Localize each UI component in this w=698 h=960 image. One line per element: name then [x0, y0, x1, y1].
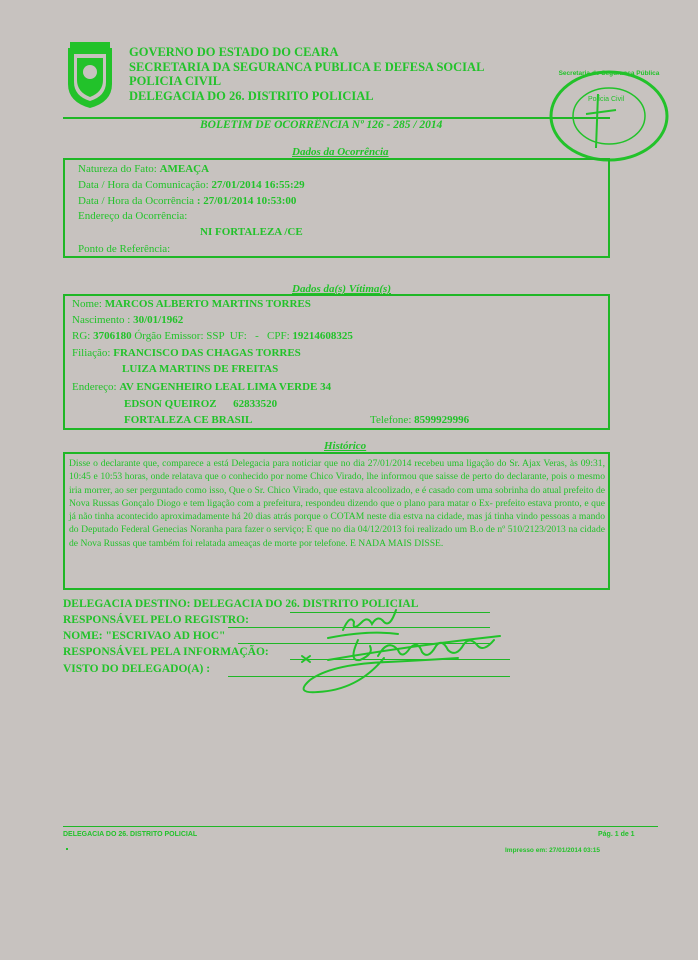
responsavel-registro-label: RESPONSÁVEL PELO REGISTRO:	[63, 614, 249, 626]
delegacia-destino: DELEGACIA DESTINO: DELEGACIA DO 26. DISTRITO POLICIAL	[63, 598, 419, 610]
footer-printed-date: Impresso em: 27/01/2014 03:15	[505, 847, 601, 854]
victim-address-line2: EDSON QUEIROZ 62833520	[124, 398, 278, 410]
telefone-label: Telefone:	[370, 414, 412, 426]
filiacao-mother: LUIZA MARTINS DE FREITAS	[122, 363, 279, 375]
orgao-label: Órgão Emissor:	[134, 330, 204, 342]
nome-escrivao: NOME: "ESCRIVAO AD HOC"	[63, 630, 226, 642]
rg-label: RG:	[72, 330, 91, 342]
natureza-value: AMEAÇA	[159, 163, 210, 175]
cpf-label: CPF:	[267, 330, 290, 342]
footer-delegacia: DELEGACIA DO 26. DISTRITO POLICIAL	[63, 831, 198, 838]
occurrence-section-title: Dados da Ocorrência	[292, 146, 389, 158]
nascimento-value: 30/01/1962	[133, 314, 184, 326]
ponto-referencia-label: Ponto de Referência:	[78, 243, 171, 255]
telefone-value: 8599929996	[414, 414, 470, 426]
responsavel-informacao-label: RESPONSÁVEL PELA INFORMAÇÃO:	[63, 646, 269, 658]
stamp-ring-text: Secretaria de Segurança Pública	[558, 70, 660, 77]
comunicacao-label: Data / Hora da Comunicação:	[78, 179, 209, 191]
filiacao-father: FRANCISCO DAS CHAGAS TORRES	[113, 347, 301, 359]
natureza-label: Natureza do Fato:	[78, 163, 157, 175]
uf-value: -	[255, 330, 259, 342]
header-police: POLICIA CIVIL	[129, 74, 222, 88]
header-secretariat: SECRETARIA DA SEGURANCA PUBLICA E DEFESA SOCIAL	[129, 59, 485, 74]
coat-of-arms-emblem	[64, 42, 116, 110]
nascimento-label: Nascimento :	[72, 314, 131, 326]
history-section-title: Histórico	[324, 440, 367, 452]
history-text: Disse o declarante que, comparece a está Delegacia para noticiar que no dia 27/01/2014 recebeu uma ligação do Sr. Ajax Veras, às 09:31, 10:45 e 10:53 horas, onde relatava que o conhecido por nome Chico Virado, lhe informou que saisse de perto do declarante, pois o mesmo iria morrer, ao ser perguntado como isso, Que o Sr. Chico Virado, que estava alcoolizado, e é casado com uma sobrinha do atual prefeito de Nova Russas Gonçalo Diogo e tem ligação com a prefeitura, respondeu dizendo que o plano para matar o Ex- prefeito estava pronto, e que já não tinha acontecido aproximadamente há 20 dias atrás porque o COTAM neste dia estva na cidade, mas já tinha vindo pessoas a mando do Deputado Federal Genecias Noranha para fazer o serviço; E que no dia 04/12/2013 foi realizado um B.o de nº 510/2123/2013 na cidade de Nova Russas que também foi relatada ameaças de morte por telefone. E NADA MAIS DISSE.	[69, 458, 605, 549]
victim-address-line1: AV ENGENHEIRO LEAL LIMA VERDE 34	[119, 381, 332, 393]
footer-dot	[66, 848, 68, 850]
ocorrencia-value: : 27/01/2014 10:53:00	[196, 195, 297, 207]
stamp-inner-text: Polícia Civil	[588, 96, 625, 103]
victim-address-line3: FORTALEZA CE BRASIL	[124, 414, 253, 426]
ocorrencia-label: Data / Hora da Ocorrência	[78, 195, 195, 207]
comunicacao-value: 27/01/2014 16:55:29	[211, 179, 305, 191]
victim-address-label: Endereço:	[72, 381, 117, 393]
uf-label: UF:	[229, 330, 247, 342]
official-stamp	[546, 66, 672, 166]
handwritten-signature	[288, 600, 518, 710]
endereco-ocorrencia-label: Endereço da Ocorrência:	[78, 210, 188, 222]
filiacao-label: Filiação:	[72, 347, 111, 359]
victim-name-value: MARCOS ALBERTO MARTINS TORRES	[104, 298, 311, 310]
bulletin-number: BOLETIM DE OCORRÊNCIA Nº 126 - 285 / 2014	[200, 119, 443, 131]
visto-delegado-label: VISTO DO DELEGADO(A) :	[63, 663, 211, 675]
endereco-ocorrencia-value: NI FORTALEZA /CE	[200, 226, 303, 238]
footer-divider	[63, 826, 658, 827]
rg-value: 3706180	[93, 330, 132, 342]
cpf-value: 19214608325	[292, 330, 353, 342]
footer-page-number: Pág. 1 de 1	[598, 831, 635, 838]
victim-name-label: Nome:	[72, 298, 102, 310]
header-government: GOVERNO DO ESTADO DO CEARA	[129, 45, 339, 59]
victim-section-title: Dados da(s) Vítima(s)	[292, 283, 391, 295]
header-delegacia: DELEGACIA DO 26. DISTRITO POLICIAL	[129, 88, 374, 103]
orgao-value: SSP	[206, 330, 225, 342]
